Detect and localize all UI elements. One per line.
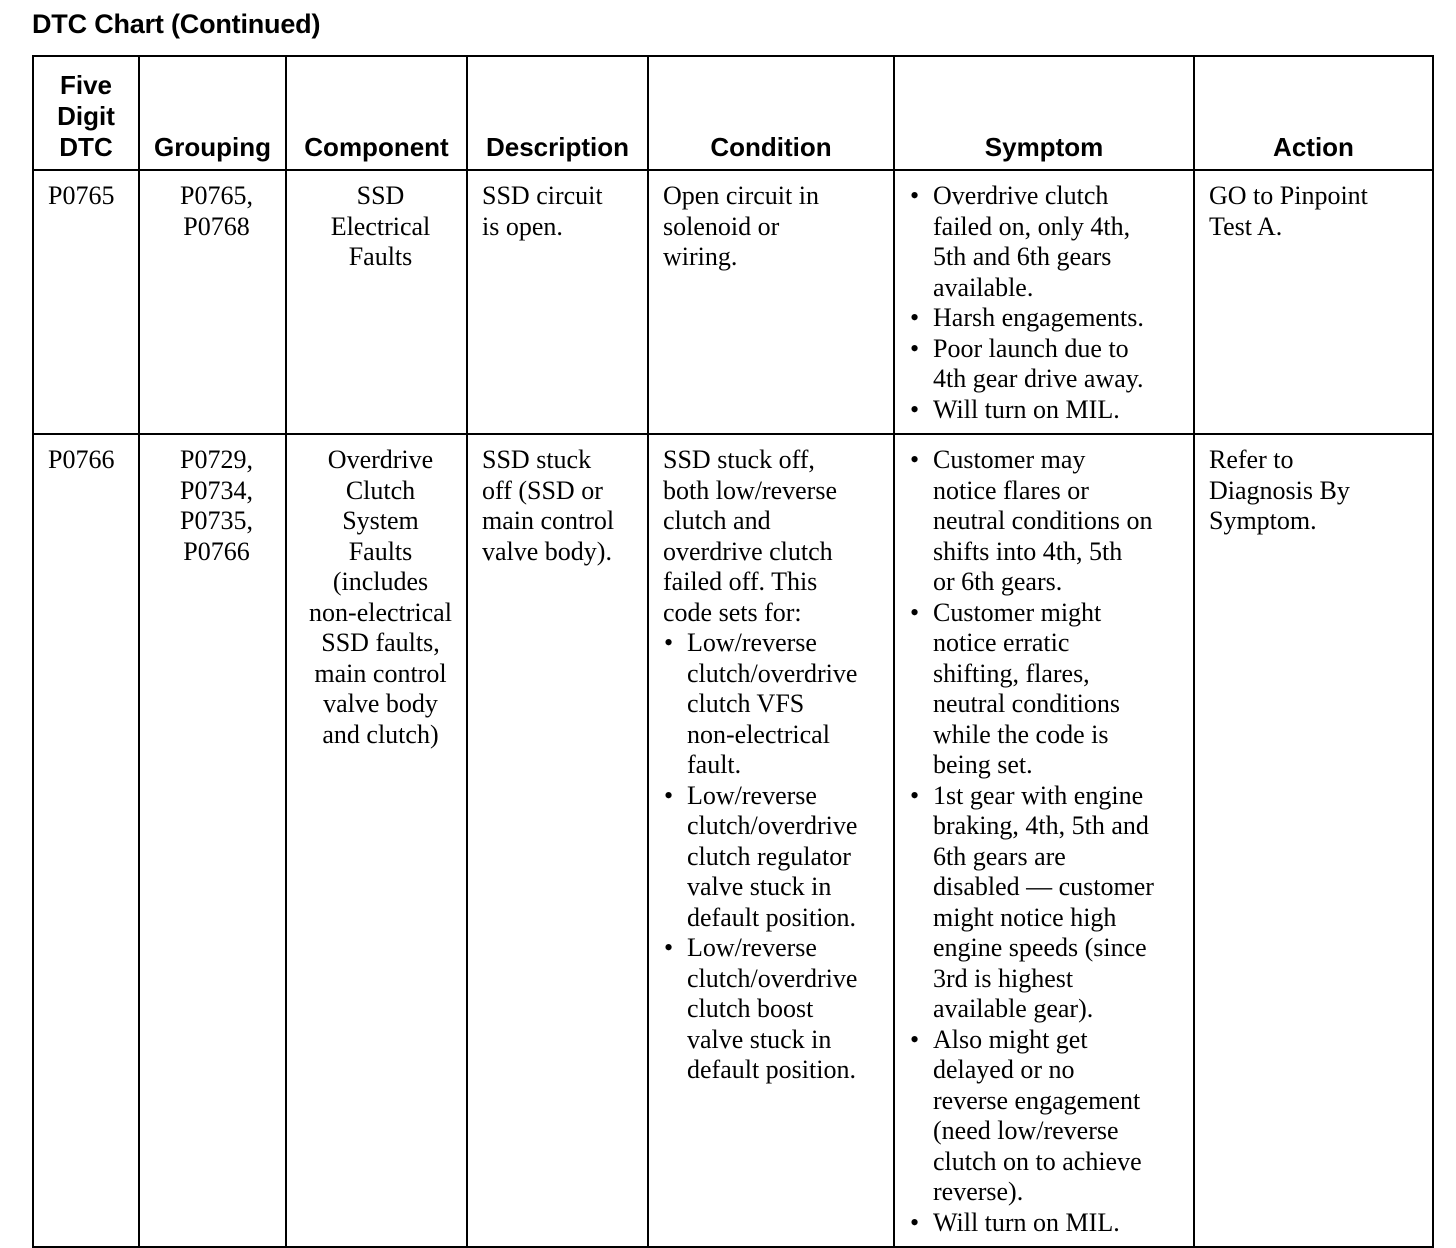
condition-item-line: • Low/reverse [687,628,817,657]
description-line: main control [482,506,615,535]
condition-line: both low/reverse [663,475,838,505]
condition-line: solenoid or [663,211,780,241]
action-line: Refer to [1209,445,1294,474]
col-header-grouping: Grouping [139,56,286,170]
symptom-item-line: 4th gear drive away. [933,364,1144,393]
condition-item-line: valve stuck in [687,872,832,901]
component-line: System [342,506,419,535]
symptom-item-line: 6th gears are [933,841,1066,871]
cell-condition [648,170,894,434]
condition-item-line: default position. [687,902,856,932]
page-title: DTC Chart (Continued) [32,9,321,39]
symptom-item [909,334,1187,395]
cell-grouping [139,170,286,434]
symptom-item-line: • Harsh engagements. [933,303,1144,332]
condition-item-line: • Low/reverse [687,780,817,810]
symptom-item-line: reverse). [933,1177,1024,1206]
cell-component [286,170,467,434]
component-line: SSD faults, [321,628,440,657]
symptom-item-line: • Will turn on MIL. [933,394,1120,424]
action-line: Symptom. [1209,506,1317,535]
symptom-item-line: • Customer may [933,445,1086,474]
symptom-item-line: reverse engagement [933,1085,1141,1115]
component-line: Faults [348,242,413,271]
condition-line: wiring. [663,242,738,271]
grouping-code: P0766 [183,536,250,566]
symptom-item [909,1025,1187,1208]
symptom-item [909,445,1187,598]
col-header-dtc-line: DTC [59,132,113,162]
component-line: valve body [323,689,438,718]
symptom-item [909,598,1187,781]
symptom-item [909,303,1187,334]
symptom-item-line: shifting, flares, [933,658,1090,688]
condition-item [663,628,887,781]
symptom-item-line: engine speeds (since [933,933,1147,962]
condition-line: code sets for: [663,597,802,627]
symptom-item-line: • Overdrive clutch [933,181,1109,210]
symptom-item-line: available gear). [933,994,1094,1023]
symptom-item [909,395,1187,426]
symptom-item-line: braking, 4th, 5th and [933,811,1149,840]
col-header-dtc [33,56,139,170]
symptom-item-line: being set. [933,750,1033,779]
description-line: SSD circuit [482,181,603,210]
condition-item-line: clutch/overdrive [687,658,858,688]
component-line: SSD [356,181,405,210]
condition-item-line: fault. [687,750,742,779]
action-line: Diagnosis By [1209,475,1350,505]
condition-item-line: clutch VFS [687,689,805,718]
component-line: Clutch [345,475,416,505]
symptom-item-line: neutral conditions on [933,506,1153,535]
symptom-item-line: 5th and 6th gears [933,242,1112,271]
cell-action [1194,434,1433,1247]
col-header-description: Description [467,56,648,170]
symptom-item-line: • Also might get [933,1024,1088,1054]
symptom-item [909,781,1187,1025]
symptom-item-line: while the code is [933,719,1109,749]
symptom-item [909,181,1187,303]
cell-grouping [139,434,286,1247]
cell-description [467,434,648,1247]
condition-line: failed off. This [663,567,818,596]
condition-item-line: non-electrical [687,719,830,749]
symptom-item-line: available. [933,272,1034,302]
grouping-code: P0768 [183,211,250,241]
col-header-dtc-line: Five [59,70,113,100]
condition-item [663,933,887,1086]
grouping-code: P0765, [180,181,253,210]
col-header-symptom: Symptom [894,56,1194,170]
description-line: valve body). [482,536,612,566]
grouping-code: P0729, [180,445,253,474]
condition-line: SSD stuck off, [663,445,815,474]
condition-list [663,628,887,1086]
component-line: Electrical [330,211,431,241]
header-row [33,56,1433,170]
cell-dtc: P0765 [33,170,139,434]
description-line: off (SSD or [482,475,603,505]
cell-dtc: P0766 [33,434,139,1247]
dtc-chart-table [32,55,1434,1248]
condition-item-line: clutch/overdrive [687,963,858,993]
symptom-item-line: neutral conditions [933,689,1121,718]
symptom-item-line: notice erratic [933,628,1070,657]
symptom-item-line: 3rd is highest [933,963,1074,993]
cell-component [286,434,467,1247]
symptom-list [909,445,1187,1238]
symptom-item-line: • Poor launch due to [933,333,1129,363]
action-line: GO to Pinpoint [1209,181,1368,210]
symptom-item-line: disabled — customer [933,872,1154,901]
symptom-item-line: • Will turn on MIL. [933,1207,1120,1237]
symptom-item-line: • 1st gear with engine [933,780,1144,810]
col-header-action: Action [1194,56,1433,170]
symptom-item [909,1208,1187,1239]
cell-description [467,170,648,434]
condition-item [663,781,887,934]
symptom-item-line: notice flares or [933,475,1089,505]
grouping-code: P0734, [180,475,253,505]
col-header-condition: Condition [648,56,894,170]
symptom-item-line: shifts into 4th, 5th [933,536,1123,566]
component-line: main control [314,658,447,688]
condition-item-line: clutch boost [687,994,814,1023]
component-line: (includes [332,567,429,596]
condition-item-line: clutch/overdrive [687,811,858,840]
cell-action [1194,170,1433,434]
cell-symptom [894,170,1194,434]
condition-item-line: clutch regulator [687,841,851,871]
symptom-item-line: might notice high [933,902,1117,932]
symptom-item-line: delayed or no [933,1055,1075,1084]
condition-item-line: default position. [687,1055,856,1084]
col-header-component: Component [286,56,467,170]
component-line: Overdrive [327,445,434,474]
col-header-dtc-line: Digit [57,101,115,131]
symptom-item-line: clutch on to achieve [933,1146,1142,1176]
description-line: is open. [482,211,563,241]
table-row [33,170,1433,434]
component-line: Faults [348,536,413,566]
action-line: Test A. [1209,211,1283,241]
grouping-code: P0735, [180,506,253,535]
symptom-item-line: or 6th gears. [933,567,1063,596]
component-line: and clutch) [322,719,439,749]
condition-item-line: • Low/reverse [687,933,817,962]
table-row [33,434,1433,1247]
condition-line: clutch and [663,506,771,535]
condition-item-line: valve stuck in [687,1024,832,1054]
condition-line: Open circuit in [663,181,819,210]
condition-line: overdrive clutch [663,536,833,566]
symptom-item-line: (need low/reverse [933,1116,1119,1145]
symptom-list [909,181,1187,425]
component-line: non-electrical [309,597,452,627]
symptom-item-line: failed on, only 4th, [933,211,1131,241]
symptom-item-line: • Customer might [933,597,1102,627]
cell-symptom [894,434,1194,1247]
description-line: SSD stuck [482,445,592,474]
cell-condition [648,434,894,1247]
